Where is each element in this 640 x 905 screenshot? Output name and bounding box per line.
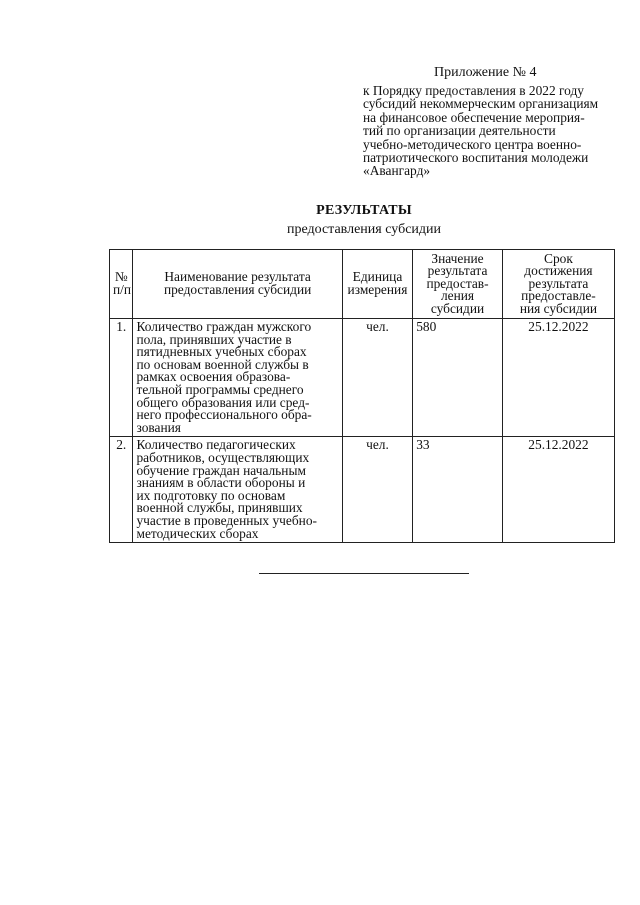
header-text: предостав- <box>426 275 489 291</box>
header-unit <box>342 250 412 319</box>
row-deadline: 25.12.2022 <box>502 437 614 543</box>
row-name-line: общего образования или сред- <box>136 394 310 410</box>
header-text: Значение <box>431 250 484 266</box>
row-name-line: знаниям в области обороны и <box>136 475 306 491</box>
row-name-line: участие в проведенных учебно- <box>136 512 317 528</box>
document-subtitle: предоставления субсидии <box>286 222 442 237</box>
header-text: предоставления субсидии <box>163 282 312 297</box>
table-header-row <box>110 250 615 319</box>
row-name-line: пола, принявших участие в <box>136 331 292 347</box>
header-number <box>110 250 133 319</box>
row-name-line: тельной программы среднего <box>136 381 304 397</box>
header-text: № <box>114 269 128 285</box>
row-name-line: Количество граждан мужского <box>136 319 312 334</box>
row-name-line: рамках освоения образова- <box>136 369 291 385</box>
header-text: субсидии <box>430 300 485 316</box>
table-row <box>110 437 615 543</box>
row-name <box>133 437 342 543</box>
row-name-line: Количество педагогических <box>136 437 296 453</box>
row-deadline: 25.12.2022 <box>502 319 614 437</box>
header-text: Срок <box>544 250 573 266</box>
header-text: Наименование результата <box>164 269 311 285</box>
appendix-line: на финансовое обеспечение мероприя- <box>363 109 585 125</box>
appendix-line: «Авангард» <box>363 163 431 179</box>
header-text: измерения <box>347 282 408 297</box>
header-text: результата <box>427 263 488 279</box>
header-name <box>133 250 342 319</box>
row-value: 33 <box>413 437 503 543</box>
row-value: 580 <box>413 319 503 437</box>
row-name-line: него профессионального обра- <box>136 407 312 423</box>
row-name-line: зования <box>136 419 181 435</box>
row-name <box>133 319 342 437</box>
row-name-line: их подготовку по основам <box>136 487 286 503</box>
row-number: 2. <box>110 437 133 543</box>
appendix-title: Приложение № 4 <box>434 65 537 80</box>
row-name-line: работников, осуществляющих <box>136 449 310 465</box>
row-unit: чел. <box>342 319 412 437</box>
closing-divider <box>259 573 469 574</box>
header-deadline <box>502 250 614 319</box>
header-value <box>413 250 503 319</box>
appendix-line: тий по организации деятельности <box>363 123 556 139</box>
row-name-line: методических сборах <box>136 525 259 541</box>
header-text: результата <box>528 275 589 291</box>
document-title: РЕЗУЛЬТАТЫ <box>316 203 412 218</box>
appendix-line: субсидий некоммерческим организациям <box>363 96 599 112</box>
table-row <box>110 319 615 437</box>
results-table <box>109 249 615 543</box>
appendix-line: учебно-методического центра военно- <box>363 136 582 152</box>
row-unit: чел. <box>342 437 412 543</box>
header-text: предоставле- <box>521 288 596 304</box>
appendix-line: к Порядку предоставления в 2022 году <box>363 83 585 98</box>
header-text: ния субсидии <box>519 300 598 316</box>
header-text: п/п <box>113 282 132 297</box>
row-name-line: обучение граждан начальным <box>136 462 306 478</box>
header-text: Единица <box>352 269 403 285</box>
row-name-line: военной службы, принявших <box>136 500 303 516</box>
row-number: 1. <box>110 319 133 437</box>
header-text: ления <box>440 288 475 304</box>
appendix-line: патриотического воспитания молодежи <box>363 150 589 166</box>
appendix-reference <box>363 84 618 178</box>
row-name-line: пятидневных учебных сборах <box>136 344 307 360</box>
row-name-line: по основам военной службы в <box>136 356 309 372</box>
header-text: достижения <box>524 263 593 279</box>
